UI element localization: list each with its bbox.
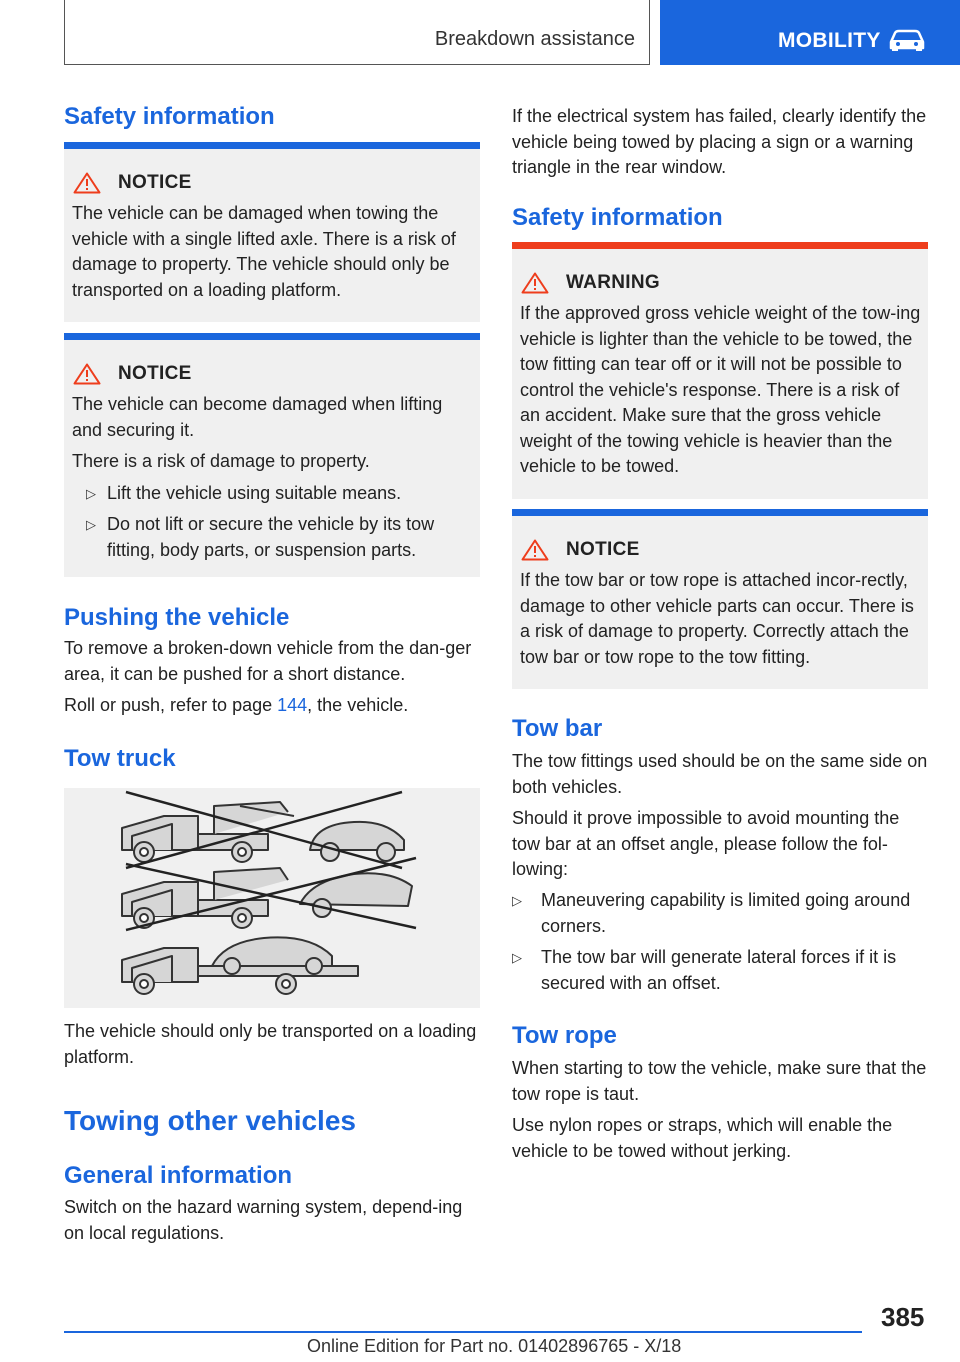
list-bullet-icon: ▷	[512, 893, 522, 908]
header-section-box	[64, 0, 650, 65]
tow-rope-heading: Tow rope	[512, 1022, 617, 1049]
footer-edition: Online Edition for Part no. 01402896765 - X/18	[307, 1336, 682, 1356]
warning-triangle-icon	[521, 539, 549, 561]
list-bullet-icon: ▷	[512, 950, 522, 965]
roll-prefix: Roll or push, refer to page	[64, 695, 278, 715]
warning-triangle-icon	[73, 172, 101, 194]
pushing-text: To remove a broken-down vehicle from the dan‐ger area, it can be pushed for a short distance.	[64, 638, 472, 684]
notice-text: If the tow bar or tow rope is attached incor‐rectly, damage to other vehicle parts can occur. There is a risk of damage to property. Correctly attach the tow bar or tow rope to the tow fitting.	[520, 570, 914, 667]
car-icon	[888, 28, 926, 52]
warning-triangle-icon	[521, 272, 549, 294]
list-item	[72, 481, 474, 507]
roll-reference	[64, 693, 480, 719]
page-link[interactable]: 144	[277, 695, 308, 715]
notice-label: NOTICE	[118, 172, 192, 193]
list-item-text: Do not lift or secure the vehicle by its tow fitting, body parts, or suspension parts.	[107, 514, 435, 560]
tow-bar-heading: Tow bar	[512, 715, 603, 742]
warning-triangle-icon	[73, 363, 101, 385]
section-title: Breakdown assistance	[434, 28, 635, 50]
pushing-heading: Pushing the vehicle	[64, 604, 290, 631]
warning-text: If the approved gross vehicle weight of the tow‐ing vehicle is lighter than the vehicle to be towed, the tow fitting can tear off or it will not be possible to control the vehicle's response. There is a risk of an accident. Make sure that the gross vehicle weight of the towing vehicle is heavier than the vehicle to be towed.	[520, 303, 921, 476]
notice-box-1	[64, 142, 480, 322]
tow-bar-text-1: The tow fittings used should be on the same side on both vehicles.	[512, 751, 928, 797]
roll-suffix: , the vehicle.	[307, 695, 409, 715]
electrical-failure-text: If the electrical system has failed, clearly identify the vehicle being towed by placing a sign or a warning triangle in the rear window.	[512, 106, 927, 177]
warning-label: WARNING	[566, 272, 660, 293]
mobility-tab-label: MOBILITY	[778, 29, 881, 52]
page-number: 385	[881, 1302, 925, 1332]
tow-truck-caption: The vehicle should only be transported on a loading platform.	[64, 1021, 477, 1067]
list-item-text: Maneuvering capability is limited going around corners.	[541, 890, 911, 936]
list-item	[72, 512, 474, 563]
notice-box-3	[512, 509, 928, 689]
notice-label: NOTICE	[118, 363, 192, 384]
tow-truck-illustration	[64, 788, 480, 1008]
footer-divider	[64, 1331, 862, 1333]
list-item	[512, 888, 928, 939]
general-info-heading: General information	[64, 1162, 293, 1189]
notice-text: The vehicle can become damaged when lifting and securing it.	[72, 394, 443, 440]
towing-other-vehicles-heading: Towing other vehicles	[64, 1105, 356, 1136]
safety-info-heading-right: Safety information	[512, 204, 723, 231]
safety-info-heading-left: Safety information	[64, 103, 275, 130]
list-bullet-icon: ▷	[86, 517, 96, 532]
list-item	[512, 945, 928, 996]
list-bullet-icon: ▷	[86, 485, 96, 501]
mobility-tab[interactable]	[660, 0, 960, 65]
warning-box	[512, 242, 928, 499]
tow-rope-text-1: When starting to tow the vehicle, make sure that the tow rope is taut.	[512, 1058, 927, 1104]
notice-text: There is a risk of damage to property.	[72, 451, 370, 471]
list-item-text: The tow bar will generate lateral forces if it is secured with an offset.	[541, 947, 897, 993]
notice-label: NOTICE	[566, 539, 640, 560]
tow-rope-text-2: Use nylon ropes or straps, which will enable the vehicle to be towed without jerking.	[512, 1115, 893, 1161]
notice-text: The vehicle can be damaged when towing the vehicle with a single lifted axle. There is a risk of damage to property. The vehicle should only be transported on a loading platform.	[72, 203, 456, 300]
notice-box-2	[64, 333, 480, 577]
tow-truck-heading: Tow truck	[64, 745, 176, 772]
general-info-text: Switch on the hazard warning system, depend‐ing on local regulations.	[64, 1197, 463, 1243]
tow-bar-text-2: Should it prove impossible to avoid mounting the tow bar at an offset angle, please follow the fol‐lowing:	[512, 808, 900, 879]
list-item-text: Lift the vehicle using suitable means.	[107, 482, 402, 503]
tow-truck-drawing	[64, 788, 480, 1008]
tow-bar-list	[512, 888, 928, 996]
